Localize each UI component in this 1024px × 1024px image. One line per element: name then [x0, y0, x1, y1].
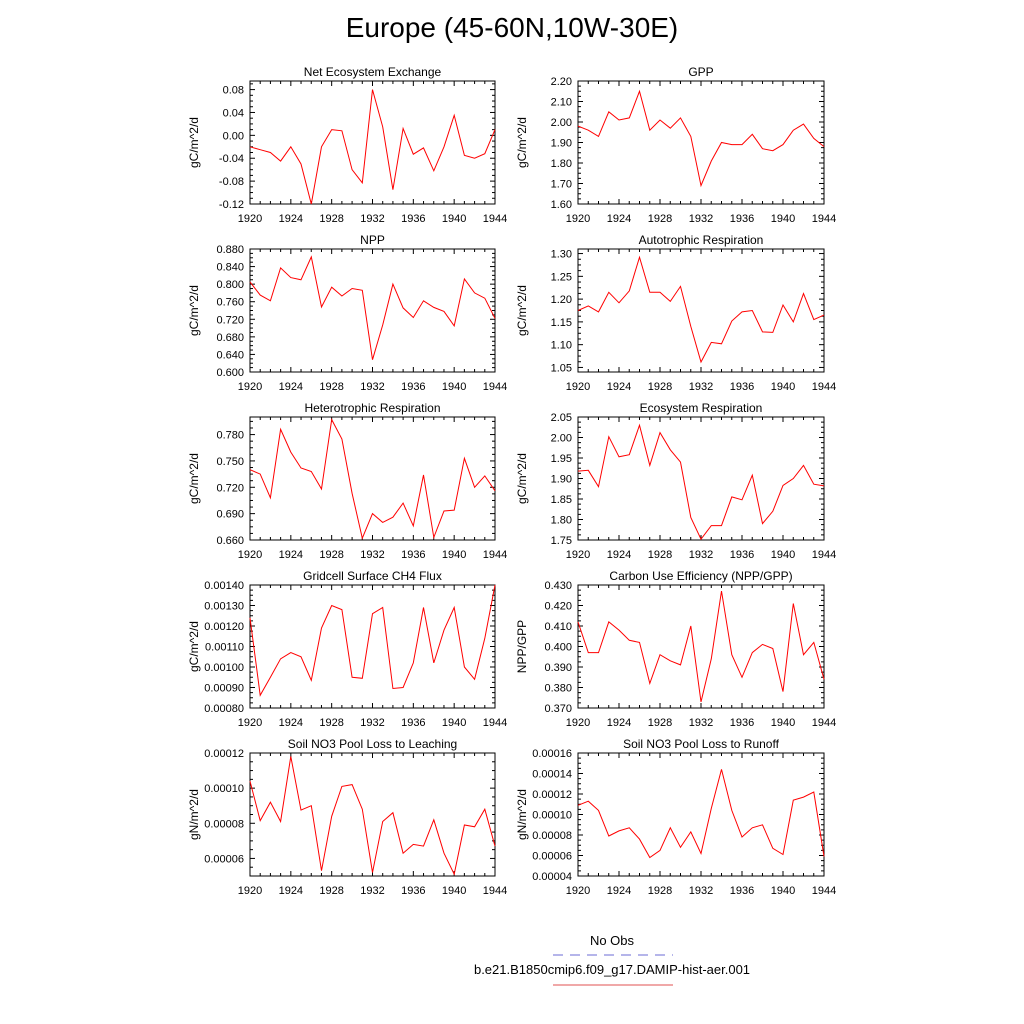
x-tick-label: 1920 [237, 213, 263, 225]
y-tick-label: 2.05 [550, 412, 572, 424]
panel-title: Carbon Use Efficiency (NPP/GPP) [609, 569, 793, 583]
y-tick-label: 0.00006 [204, 853, 244, 866]
series-line [578, 257, 824, 362]
x-tick-label: 1920 [565, 717, 591, 729]
y-tick-label: 0.750 [216, 455, 244, 468]
plot-frame [578, 753, 824, 876]
plot-frame [250, 753, 495, 876]
x-tick-label: 1944 [482, 717, 508, 729]
y-tick-label: 0.08 [222, 84, 244, 97]
y-tick-label: 0.430 [544, 580, 572, 592]
x-tick-label: 1920 [237, 381, 263, 393]
x-tick-label: 1944 [482, 885, 508, 897]
panel-title: Heterotrophic Respiration [304, 401, 441, 415]
y-tick-label: 0.00008 [532, 830, 572, 842]
series-line [250, 757, 495, 875]
x-tick-label: 1932 [688, 717, 714, 729]
x-tick-label: 1932 [688, 885, 714, 897]
x-tick-label: 1936 [401, 885, 426, 897]
x-tick-label: 1924 [606, 717, 632, 729]
x-tick-label: 1936 [401, 549, 426, 561]
y-tick-label: 0.400 [544, 641, 572, 654]
y-tick-label: 0.04 [222, 107, 244, 120]
y-tick-label: 0.00006 [532, 850, 572, 863]
y-axis-label: NPP/GPP [515, 619, 529, 674]
x-tick-label: 1940 [770, 213, 796, 225]
y-tick-label: 0.390 [544, 662, 572, 674]
x-tick-label: 1936 [729, 885, 755, 897]
y-tick-label: 0.00008 [204, 818, 244, 831]
y-tick-label: 1.95 [550, 453, 572, 465]
y-tick-label: 0.640 [216, 349, 244, 362]
y-tick-label: 0.720 [216, 482, 244, 495]
x-tick-label: 1944 [811, 381, 837, 393]
y-tick-label: 1.70 [550, 178, 572, 191]
x-tick-label: 1936 [729, 381, 755, 393]
y-tick-label: 0.00012 [204, 748, 244, 760]
y-tick-label: 0.660 [216, 535, 244, 547]
series-line [250, 90, 495, 204]
x-tick-label: 1928 [647, 717, 673, 729]
x-tick-label: 1928 [319, 885, 344, 897]
y-axis-label: gC/m^2/d [187, 453, 201, 504]
y-tick-label: 0.00012 [532, 789, 572, 801]
x-tick-label: 1944 [811, 717, 837, 729]
x-tick-label: 1924 [278, 213, 304, 225]
y-tick-label: 0.00010 [532, 809, 572, 822]
x-tick-label: 1924 [278, 885, 304, 897]
x-tick-label: 1920 [237, 549, 263, 561]
y-tick-label: 1.80 [550, 514, 572, 527]
y-tick-label: 2.00 [550, 117, 572, 129]
x-tick-label: 1932 [360, 549, 385, 561]
x-tick-label: 1940 [441, 885, 467, 897]
y-tick-label: 1.60 [550, 199, 572, 211]
panel-title: Autotrophic Respiration [638, 233, 764, 247]
x-tick-label: 1932 [688, 213, 714, 225]
plot-frame [250, 585, 495, 708]
y-tick-label: 0.690 [216, 508, 244, 521]
panel-1 [187, 65, 507, 225]
x-tick-label: 1936 [729, 717, 755, 729]
y-tick-label: 0.00130 [204, 600, 244, 613]
x-tick-label: 1940 [770, 549, 796, 561]
panel-9 [187, 737, 507, 897]
plot-frame [578, 417, 824, 540]
x-tick-label: 1920 [565, 213, 591, 225]
plot-frame [578, 585, 824, 708]
y-tick-label: 1.10 [550, 339, 572, 352]
series-line [250, 420, 495, 539]
legend-label-obs: No Obs [589, 933, 635, 948]
y-axis-label: gC/m^2/d [187, 285, 201, 336]
x-tick-label: 1932 [360, 381, 385, 393]
x-tick-label: 1932 [360, 717, 385, 729]
y-axis-label: gN/m^2/d [187, 789, 201, 840]
y-tick-label: 0.00090 [204, 682, 244, 695]
y-tick-label: 1.90 [550, 473, 572, 486]
series-line [250, 257, 495, 360]
x-tick-label: 1920 [565, 885, 591, 897]
plot-frame [250, 417, 495, 540]
x-tick-label: 1924 [278, 549, 304, 561]
y-tick-label: 0.00016 [532, 748, 572, 760]
y-tick-label: -0.04 [218, 153, 244, 166]
x-tick-label: 1936 [729, 213, 755, 225]
series-line [578, 425, 824, 539]
x-tick-label: 1928 [647, 549, 673, 561]
plot-frame [578, 249, 824, 372]
x-tick-label: 1940 [441, 381, 467, 393]
plot-frame [250, 249, 495, 372]
y-tick-label: 1.15 [550, 316, 572, 329]
y-tick-label: 0.00100 [204, 662, 244, 674]
y-tick-label: 0.00120 [204, 621, 244, 633]
y-tick-label: 0.00004 [532, 871, 572, 883]
x-tick-label: 1944 [811, 549, 837, 561]
x-tick-label: 1932 [360, 885, 385, 897]
y-axis-label: gN/m^2/d [515, 789, 529, 840]
y-tick-label: 0.380 [544, 682, 572, 695]
y-tick-label: 0.00010 [204, 783, 244, 796]
x-tick-label: 1932 [360, 213, 385, 225]
x-tick-label: 1920 [565, 381, 591, 393]
x-tick-label: 1936 [729, 549, 755, 561]
x-tick-label: 1928 [319, 717, 344, 729]
panel-6 [515, 401, 836, 561]
x-tick-label: 1944 [482, 381, 508, 393]
x-tick-label: 1924 [606, 213, 632, 225]
y-tick-label: 0.00080 [204, 703, 244, 715]
x-tick-label: 1924 [606, 885, 632, 897]
x-tick-label: 1920 [565, 549, 591, 561]
y-tick-label: -0.12 [218, 199, 244, 211]
x-tick-label: 1928 [319, 381, 344, 393]
x-tick-label: 1920 [237, 885, 263, 897]
y-tick-label: 0.00 [222, 130, 244, 143]
x-tick-label: 1924 [278, 381, 304, 393]
y-tick-label: 1.25 [550, 271, 572, 284]
panel-title: Ecosystem Respiration [639, 401, 763, 415]
y-tick-label: 0.720 [216, 314, 244, 327]
series-line [250, 585, 495, 695]
panel-4 [515, 233, 836, 393]
x-tick-label: 1944 [811, 213, 837, 225]
x-tick-label: 1928 [319, 549, 344, 561]
page-title: Europe (45-60N,10W-30E) [345, 12, 679, 43]
y-tick-label: 0.00014 [532, 768, 572, 781]
y-tick-label: 0.00110 [205, 641, 244, 654]
x-tick-label: 1928 [647, 213, 673, 225]
panel-7 [187, 569, 507, 729]
y-tick-label: 2.10 [550, 96, 572, 109]
y-axis-label: gC/m^2/d [515, 453, 529, 504]
x-tick-label: 1936 [401, 213, 426, 225]
panel-title: NPP [360, 233, 385, 247]
y-tick-label: 0.00140 [204, 580, 244, 592]
y-tick-label: 0.600 [216, 367, 244, 379]
y-tick-label: 0.880 [216, 244, 244, 256]
y-tick-label: 1.05 [550, 362, 572, 375]
y-axis-label: gC/m^2/d [515, 117, 529, 168]
legend-line-obs [552, 950, 674, 960]
y-axis-label: gC/m^2/d [187, 117, 201, 168]
series-line [578, 591, 824, 702]
x-tick-label: 1936 [401, 717, 426, 729]
x-tick-label: 1940 [441, 549, 467, 561]
panel-title: Soil NO3 Pool Loss to Leaching [287, 737, 458, 751]
x-tick-label: 1924 [278, 717, 304, 729]
x-tick-label: 1924 [606, 381, 632, 393]
plot-frame [250, 81, 495, 204]
legend-line-model [552, 980, 674, 990]
x-tick-label: 1936 [401, 381, 426, 393]
x-tick-label: 1940 [441, 213, 467, 225]
y-axis-label: gC/m^2/d [515, 285, 529, 336]
y-tick-label: 0.840 [216, 261, 244, 274]
panel-8 [515, 569, 836, 729]
y-tick-label: 2.20 [550, 76, 572, 88]
panel-5 [187, 401, 507, 561]
y-tick-label: 1.80 [550, 158, 572, 170]
y-tick-label: 0.370 [544, 703, 572, 715]
panel-title: GPP [688, 65, 714, 79]
x-tick-label: 1940 [770, 717, 796, 729]
y-tick-label: 0.680 [216, 331, 244, 344]
series-line [578, 769, 824, 857]
y-tick-label: 1.85 [550, 494, 572, 506]
x-tick-label: 1928 [647, 885, 673, 897]
y-tick-label: 0.420 [544, 600, 572, 613]
x-tick-label: 1940 [770, 381, 796, 393]
y-tick-label: 0.410 [544, 621, 572, 633]
y-tick-label: 1.30 [550, 248, 572, 261]
y-tick-label: 1.75 [550, 535, 572, 547]
x-tick-label: 1920 [237, 717, 263, 729]
y-tick-label: 0.800 [216, 279, 244, 292]
x-tick-label: 1928 [647, 381, 673, 393]
panel-3 [187, 233, 507, 393]
x-tick-label: 1944 [482, 549, 508, 561]
x-tick-label: 1932 [688, 381, 714, 393]
legend-label-model: b.e21.B1850cmip6.f09_g17.DAMIP-hist-aer.001 [473, 962, 751, 977]
y-axis-label: gC/m^2/d [187, 621, 201, 672]
x-tick-label: 1940 [441, 717, 467, 729]
y-tick-label: 1.90 [550, 137, 572, 150]
series-line [578, 91, 824, 185]
x-tick-label: 1928 [319, 213, 344, 225]
panel-title: Gridcell Surface CH4 Flux [303, 569, 442, 583]
x-tick-label: 1932 [688, 549, 714, 561]
x-tick-label: 1944 [482, 213, 508, 225]
y-tick-label: 1.20 [550, 294, 572, 307]
x-tick-label: 1944 [811, 885, 837, 897]
x-tick-label: 1940 [770, 885, 796, 897]
x-tick-label: 1924 [606, 549, 632, 561]
y-tick-label: 0.780 [216, 429, 244, 442]
y-tick-label: 2.00 [550, 432, 572, 445]
panel-title: Net Ecosystem Exchange [303, 65, 442, 79]
y-tick-label: 0.760 [216, 296, 244, 309]
panel-title: Soil NO3 Pool Loss to Runoff [623, 737, 779, 751]
panel-2 [515, 65, 836, 225]
panel-10 [515, 737, 836, 897]
y-tick-label: -0.08 [218, 176, 244, 189]
